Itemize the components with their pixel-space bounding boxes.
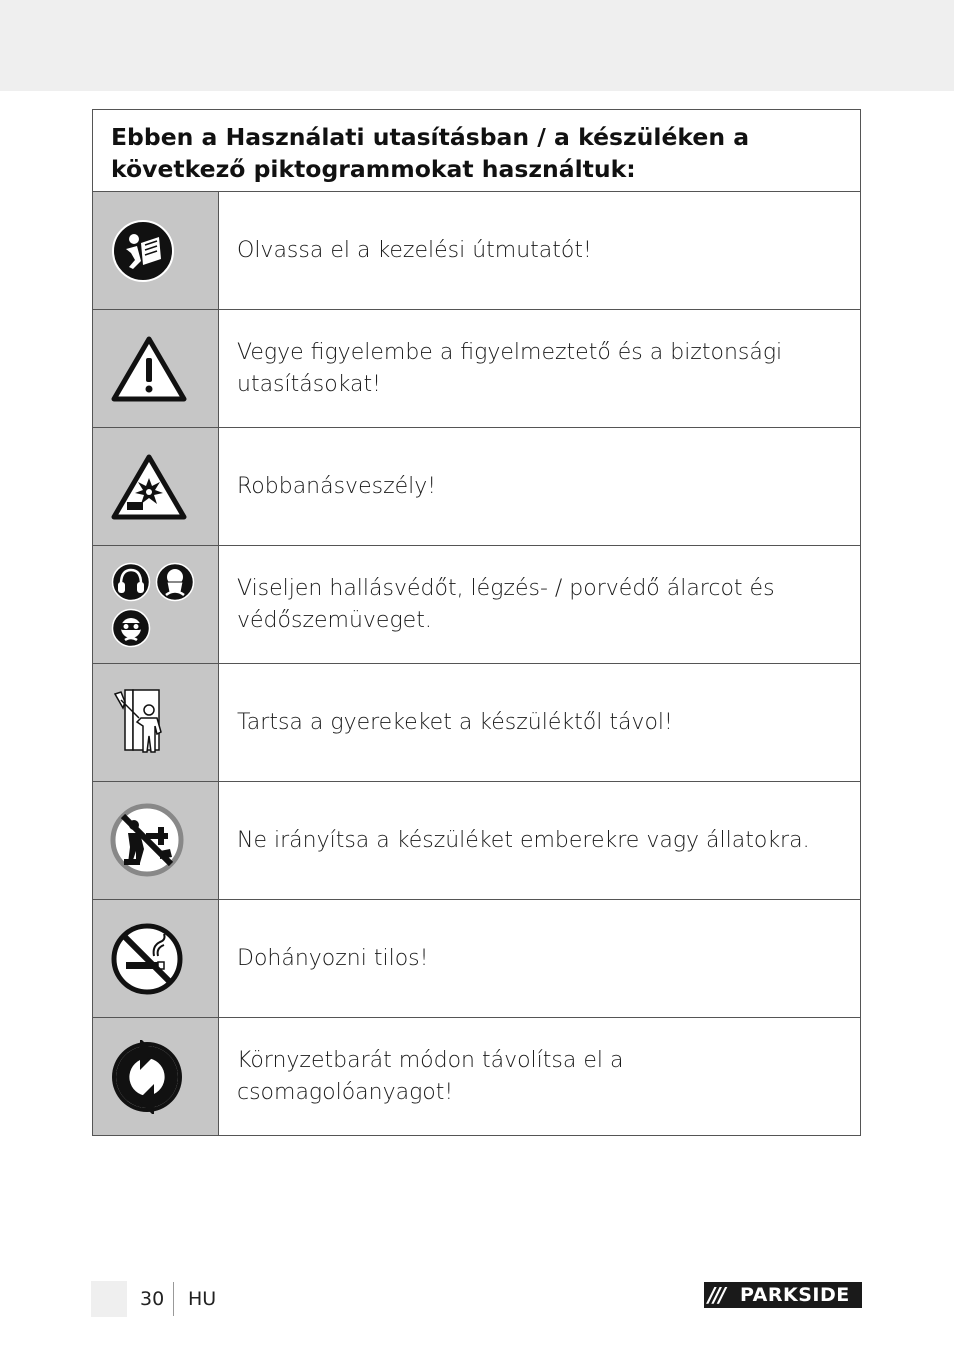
row-text: Vegye figyelembe a figyelmeztető és a biztonsági utasításokat! [237, 339, 783, 397]
icon-cell [93, 664, 219, 781]
footer-separator [173, 1282, 174, 1316]
brand-logo [704, 1282, 862, 1308]
explosion-hazard-icon [111, 454, 187, 520]
icon-cell [93, 428, 219, 545]
table-row [93, 664, 860, 782]
table-row [93, 428, 860, 546]
brand-name: PARKSIDE [740, 1284, 850, 1306]
row-text: Olvassa el a kezelési útmutatót! [237, 237, 592, 263]
row-text: Környzetbarát módon távolítsa el a csomagolóanyagot! [237, 1047, 624, 1105]
brand-stripes: /// [708, 1283, 724, 1307]
icon-cell [93, 546, 219, 663]
no-smoking-icon [110, 922, 184, 996]
row-text: Ne irányítsa a készüléket emberekre vagy állatokra. [237, 827, 810, 853]
language-code: HU [188, 1288, 217, 1310]
top-band [0, 0, 954, 91]
icon-cell [93, 192, 219, 309]
pictogram-table [92, 109, 861, 1136]
table-row [93, 1018, 860, 1135]
table-header-line-2: következő piktogrammokat használtuk: [111, 155, 636, 183]
table-header-line-1: Ebben a Használati utasításban / a készüléken a [111, 123, 750, 151]
table-row [93, 782, 860, 900]
page-number: 30 [140, 1288, 165, 1310]
read-manual-icon [111, 219, 175, 283]
dust-mask-icon [155, 562, 195, 602]
icon-cell [93, 782, 219, 899]
green-dot-recycling-icon [110, 1040, 184, 1114]
icon-cell [93, 310, 219, 427]
row-text: Robbanásveszély! [237, 473, 437, 499]
table-row [93, 900, 860, 1018]
table-row [93, 192, 860, 310]
table-row [93, 546, 860, 664]
keep-children-away-icon [111, 688, 171, 756]
safety-goggles-icon [111, 608, 151, 648]
table-row [93, 310, 860, 428]
hearing-protection-icon [111, 562, 151, 602]
icon-cell [93, 900, 219, 1017]
footer-box [91, 1281, 127, 1317]
icon-cell [93, 1018, 219, 1135]
warning-icon [111, 336, 187, 402]
row-text: Dohányozni tilos! [237, 945, 429, 971]
table-header [93, 110, 860, 192]
row-text: Tartsa a gyerekeket a készüléktől távol! [237, 709, 673, 735]
row-text: Viseljen hallásvédőt, légzés- / porvédő álarcot és védőszemüveget. [237, 575, 775, 633]
do-not-aim-at-people-icon [110, 803, 184, 877]
